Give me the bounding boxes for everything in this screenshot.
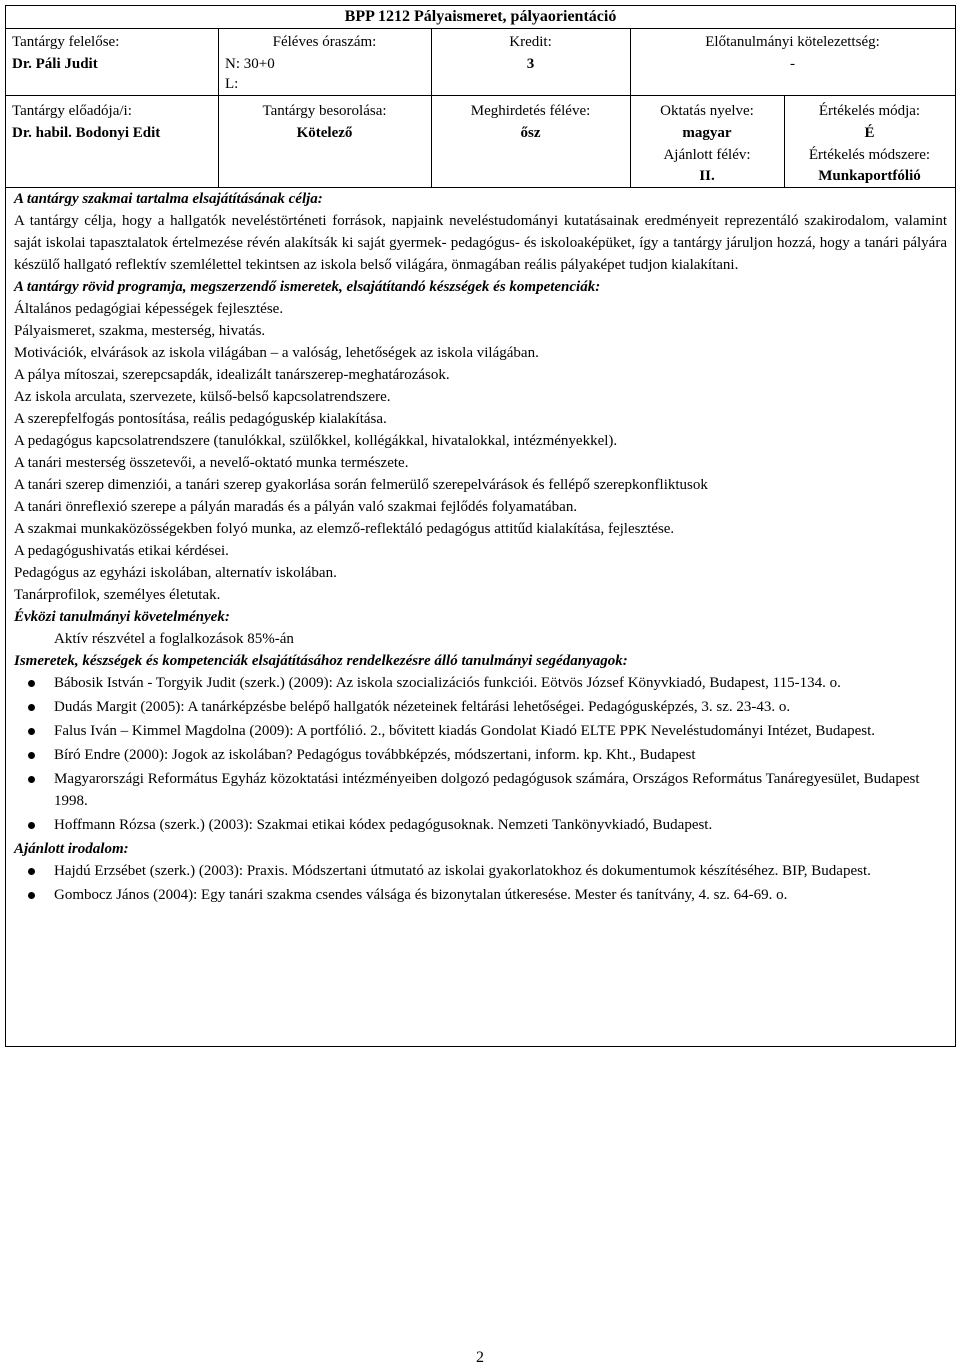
- lecturer-name: Dr. habil. Bodonyi Edit: [12, 125, 161, 141]
- bullet-icon: [28, 704, 35, 711]
- program-line: A szakmai munkaközösségekben folyó munka, az elemző-reflektáló pedagógus attitűd kialakítása, fejlesztése.: [14, 521, 675, 537]
- credit-value: 3: [526, 56, 535, 72]
- aim-heading: A tantárgy szakmai tartalma elsajátításának célja:: [14, 191, 323, 207]
- reference-text: Dudás Margit (2005): A tanárképzésbe belépő hallgatók nézeteinek feltárási lehetőségei. Pedagógusképzés, 3. sz. 23-43. o.: [54, 699, 791, 715]
- bullet-icon: [28, 728, 35, 735]
- program-heading: A tantárgy rövid programja, megszerzendő ismeretek, elsajátítandó készségek és kompetenciák:: [14, 279, 601, 295]
- hours-l: L:: [225, 76, 239, 92]
- lecturer-label: Tantárgy előadója/i:: [12, 103, 132, 119]
- course-title: BPP 1212 Pályaismeret, pályaorientáció: [6, 6, 955, 29]
- bullet-icon: [28, 892, 35, 899]
- eval-mode-label: Értékelés módja:: [818, 103, 921, 119]
- bullet-icon: [28, 868, 35, 875]
- eval-method-value: Munkaportfólió: [818, 168, 921, 184]
- program-line: Pedagógus az egyházi iskolában, alternatív iskolában.: [14, 565, 337, 581]
- program-line: A szerepfelfogás pontosítása, reális pedagóguskép kialakítása.: [14, 411, 387, 427]
- program-line: A pedagógushivatás etikai kérdései.: [14, 543, 229, 559]
- program-line: Motivációk, elvárások az iskola világában – a valóság, lehetőségek az iskola világában.: [14, 345, 539, 361]
- list-item: [54, 720, 947, 742]
- recommended-semester-label: Ajánlott félév:: [663, 147, 751, 163]
- program-line: A pálya mítoszai, szerepcsapdák, idealizált tanárszerep-meghatározások.: [14, 367, 450, 383]
- requirements-text: Aktív részvétel a foglalkozások 85%-án: [54, 631, 294, 647]
- page-number: 2: [476, 1349, 484, 1366]
- reference-text: Falus Iván – Kimmel Magdolna (2009): A portfólió. 2., bővitett kiadás Gondolat Kiadó ELTE PPK Neveléstudományi Intézet, Budapest.: [54, 723, 875, 739]
- program-line: A tanári szerep dimenziói, a tanári szerep gyakorlása során felmerülő szerepelvárások és fellépő szerepkonfliktusok: [14, 477, 708, 493]
- recommended-semester-value: II.: [699, 168, 715, 184]
- list-item: [54, 814, 947, 836]
- materials-heading: Ismeretek, készségek és kompetenciák elsajátításához rendelkezésre álló tanulmányi segédanyagok:: [14, 653, 628, 669]
- classification-value: Kötelező: [296, 125, 353, 141]
- course-header-table: [6, 29, 955, 188]
- semester-label: Meghirdetés féléve:: [470, 103, 591, 119]
- course-body: [6, 188, 955, 906]
- program-line: Az iskola arculata, szervezete, külső-belső kapcsolatrendszere.: [14, 389, 391, 405]
- semester-value: ősz: [520, 125, 541, 141]
- program-line: Általános pedagógiai képességek fejlesztése.: [14, 301, 284, 317]
- bullet-icon: [28, 752, 35, 759]
- language-label: Oktatás nyelve:: [660, 103, 754, 119]
- grid-divider: [6, 95, 955, 96]
- list-item: [54, 768, 947, 812]
- literature-heading: Ajánlott irodalom:: [14, 841, 129, 857]
- list-item: [54, 696, 947, 718]
- reference-text: Bábosik István - Torgyik Judit (szerk.) (2009): Az iskola szocializációs funkciói. Eötvös József Könyvkiadó, Budapest, 115-134. o.: [54, 675, 841, 691]
- list-item: [54, 884, 947, 906]
- responsible-label: Tantárgy felelőse:: [12, 34, 120, 50]
- program-line: Tanárprofilok, személyes életutak.: [14, 587, 221, 603]
- reference-text: Magyarországi Református Egyház közoktatási intézményeiben dolgozó pedagógusok számára, Országos Református Tanáregyesület, Budapest 1998.: [54, 771, 920, 809]
- list-item: [54, 860, 947, 882]
- prereq-label: Előtanulmányi kötelezettség:: [705, 34, 880, 50]
- reference-text: Gombocz János (2004): Egy tanári szakma csendes válsága és bizonytalan útkeresése. Mester és tanítvány, 4. sz. 64-69. o.: [54, 887, 788, 903]
- program-line: A pedagógus kapcsolatrendszere (tanulókkal, szülőkkel, kollégákkal, hivatalokkal, intézményekkel).: [14, 433, 618, 449]
- aim-text: A tantárgy célja, hogy a hallgatók neveléstörténeti források, napjaink neveléstudományi kutatásainak eredményeit reprezentáló szakirodalom, valamint saját iskolai tapasztalatok értelmezése révén alakítsák ki saját gyermek- pedagógus- és iskoloaképüket, így a tantárgy járuljon hozzá, hogy a tanári pályára készülő hallgató reflektív szemlélettel tekintsen az iskola belső világára, önmagában reális pályaképet tudjon kialakítani.: [14, 213, 947, 273]
- language-value: magyar: [682, 125, 732, 141]
- program-list: [14, 298, 947, 606]
- hours-label: Féléves óraszám:: [272, 34, 377, 50]
- bullet-icon: [28, 776, 35, 783]
- eval-method-label: Értékelés módszere:: [808, 147, 931, 163]
- eval-mode-value: É: [864, 125, 875, 141]
- course-sheet: [5, 5, 956, 1047]
- reference-text: Hajdú Erzsébet (szerk.) (2003): Praxis. Módszertani útmutató az iskolai gyakorlatokhoz és dokumentumok készítéséhez. BIP, Budapest.: [54, 863, 871, 879]
- literature-list: [14, 860, 947, 906]
- responsible-name: Dr. Páli Judit: [12, 56, 98, 72]
- program-line: A tanári önreflexió szerepe a pályán maradás és a pályán való szakmai fejlődés folyamatában.: [14, 499, 578, 515]
- bullet-icon: [28, 822, 35, 829]
- list-item: [54, 672, 947, 694]
- reference-text: Hoffmann Rózsa (szerk.) (2003): Szakmai etikai kódex pedagógusoknak. Nemzeti Tankönyvkiadó, Budapest.: [54, 817, 713, 833]
- program-line: Pályaismeret, szakma, mesterség, hivatás.: [14, 323, 266, 339]
- materials-list: [14, 672, 947, 836]
- reference-text: Bíró Endre (2000): Jogok az iskolában? Pedagógus továbbképzés, módszertani, inform. kp. Kht., Budapest: [54, 747, 696, 763]
- hours-n: N: 30+0: [225, 56, 275, 72]
- requirements-heading: Évközi tanulmányi követelmények:: [14, 609, 230, 625]
- credit-label: Kredit:: [509, 34, 552, 50]
- prereq-value: -: [790, 56, 795, 72]
- classification-label: Tantárgy besorolása:: [262, 103, 387, 119]
- list-item: [54, 744, 947, 766]
- program-line: A tanári mesterség összetevői, a nevelő-oktató munka természete.: [14, 455, 409, 471]
- bullet-icon: [28, 680, 35, 687]
